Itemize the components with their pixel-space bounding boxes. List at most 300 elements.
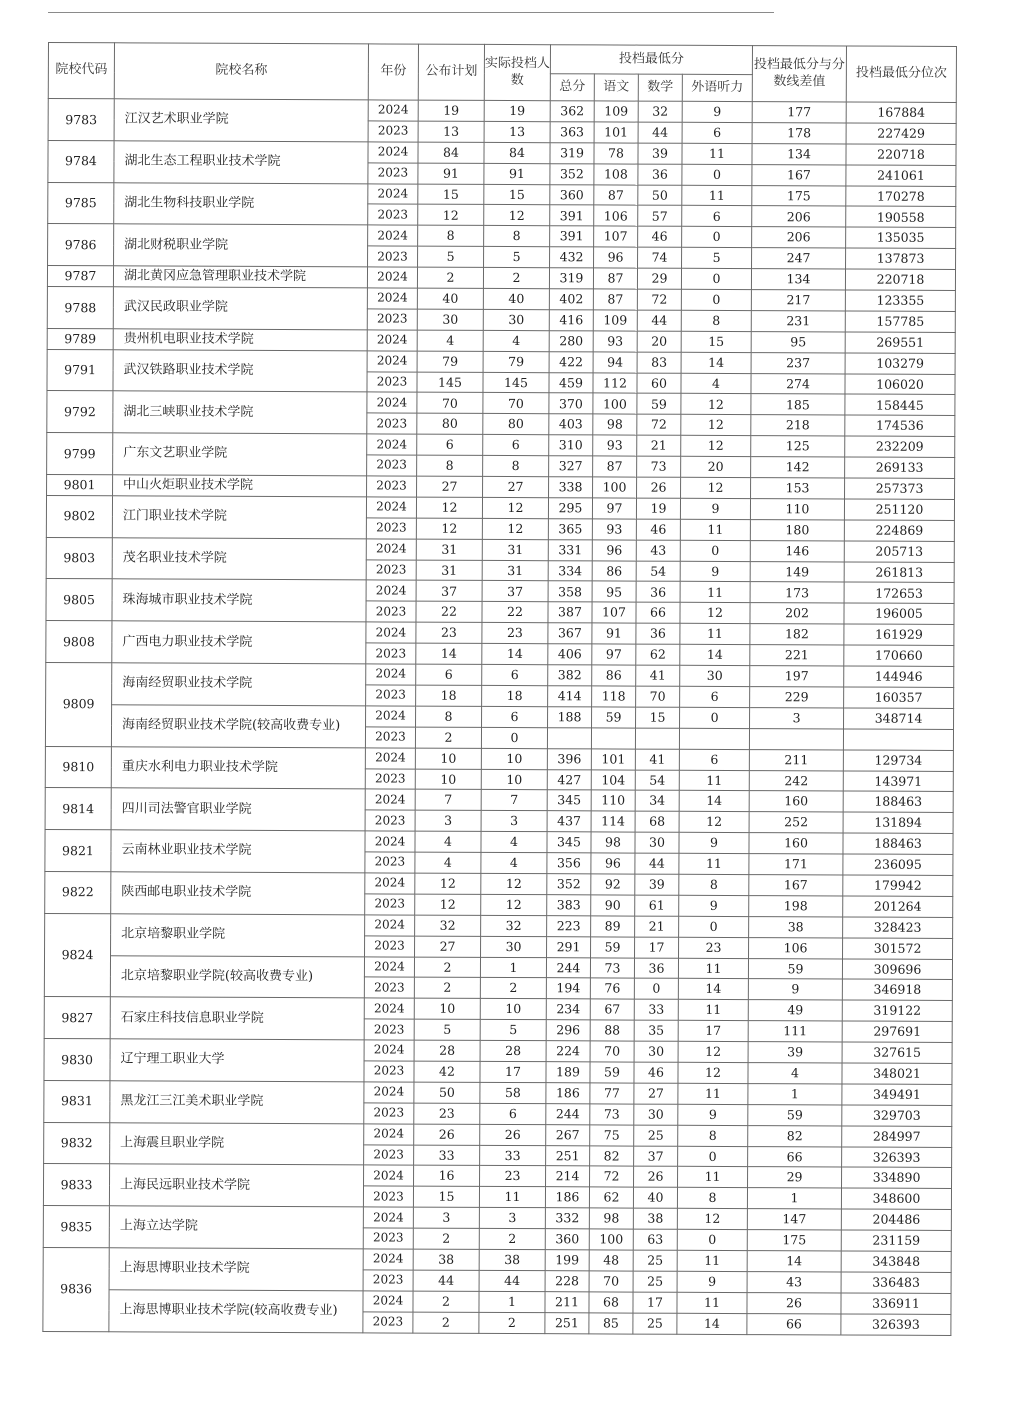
cell-listening: 11 (680, 624, 750, 645)
cell-math: 34 (635, 790, 679, 811)
cell-plan: 31 (416, 539, 482, 560)
cell-actual: 6 (482, 706, 548, 727)
header-name: 院校名称 (114, 43, 368, 100)
cell-total: 363 (550, 122, 594, 143)
cell-plan: 12 (415, 873, 481, 894)
cell-diff: 160 (749, 833, 843, 854)
cell-chinese: 100 (593, 393, 637, 414)
cell-actual: 3 (479, 1208, 545, 1229)
table-body (43, 99, 956, 1335)
cell-school-name: 珠海城市职业技术学院 (112, 579, 366, 622)
cell-chinese: 89 (591, 916, 635, 937)
cell-school-name: 上海思博职业技术学院(较高收费专业) (109, 1290, 363, 1333)
cell-year: 2024 (363, 1207, 413, 1228)
cell-total: 327 (549, 456, 593, 477)
cell-year: 2024 (368, 100, 418, 121)
cell-chinese: 100 (589, 1229, 633, 1250)
cell-listening: 12 (681, 477, 751, 498)
cell-actual: 2 (480, 978, 546, 999)
cell-total: 338 (549, 477, 593, 498)
cell-year: 2023 (366, 601, 416, 622)
cell-listening: 0 (679, 916, 749, 937)
cell-chinese: 75 (590, 1125, 634, 1146)
cell-plan: 145 (417, 372, 483, 393)
table-row (47, 287, 955, 312)
cell-listening: 11 (678, 1167, 748, 1188)
cell-total: 186 (546, 1083, 590, 1104)
cell-school-name: 黑龙江三江美术职业学院 (110, 1081, 364, 1124)
cell-listening: 4 (681, 373, 751, 394)
cell-listening: 20 (681, 456, 751, 477)
cell-chinese: 108 (594, 164, 638, 185)
cell-chinese: 96 (591, 853, 635, 874)
cell-actual: 84 (484, 142, 550, 163)
cell-total: 280 (549, 330, 593, 351)
table-row (48, 224, 956, 249)
cell-math: 83 (637, 352, 681, 373)
cell-rank: 348714 (844, 708, 954, 729)
cell-math: 25 (634, 1125, 678, 1146)
cell-plan: 3 (415, 810, 481, 831)
cell-math: 32 (638, 101, 682, 122)
cell-total: 310 (549, 435, 593, 456)
cell-listening: 0 (678, 1146, 748, 1167)
cell-chinese: 62 (589, 1187, 633, 1208)
table-row (44, 1122, 952, 1147)
cell-plan: 33 (414, 1145, 480, 1166)
cell-actual: 6 (480, 1103, 546, 1124)
cell-school-code: 9801 (47, 475, 113, 496)
cell-actual: 30 (483, 309, 549, 330)
cell-rank: 269133 (845, 457, 955, 478)
cell-chinese: 106 (594, 205, 638, 226)
cell-plan: 27 (415, 936, 481, 957)
cell-school-name: 湖北生物科技职业学院 (114, 182, 368, 225)
cell-listening: 14 (681, 352, 751, 373)
cell-diff: 14 (747, 1251, 841, 1272)
cell-chinese: 73 (590, 957, 634, 978)
cell-year: 2023 (364, 1061, 414, 1082)
cell-rank: 204486 (841, 1209, 951, 1230)
cell-actual: 40 (483, 288, 549, 309)
cell-actual: 18 (482, 685, 548, 706)
cell-year: 2023 (368, 204, 418, 225)
cell-diff: 29 (748, 1167, 842, 1188)
cell-total: 362 (550, 101, 594, 122)
table-row (45, 788, 953, 813)
cell-actual: 15 (484, 184, 550, 205)
cell-math: 43 (636, 540, 680, 561)
cell-school-code: 9802 (46, 495, 112, 537)
cell-chinese: 107 (592, 602, 636, 623)
cell-total: 224 (546, 1041, 590, 1062)
cell-actual: 23 (480, 1166, 546, 1187)
cell-listening: 0 (680, 540, 750, 561)
cell-plan: 10 (415, 748, 481, 769)
cell-actual: 10 (480, 999, 546, 1020)
cell-math: 38 (633, 1208, 677, 1229)
cell-diff: 175 (747, 1230, 841, 1251)
cell-listening: 9 (679, 895, 749, 916)
cell-year: 2024 (365, 915, 415, 936)
cell-plan: 12 (418, 205, 484, 226)
cell-rank: 224869 (844, 520, 954, 541)
cell-school-name: 辽宁理工职业大学 (110, 1039, 364, 1082)
cell-total: 391 (550, 205, 594, 226)
cell-school-code: 9808 (46, 621, 112, 663)
cell-actual: 79 (483, 351, 549, 372)
cell-listening: 11 (678, 1083, 748, 1104)
cell-year: 2024 (365, 873, 415, 894)
cell-plan: 8 (417, 455, 483, 476)
cell-math: 70 (636, 686, 680, 707)
cell-math: 30 (635, 832, 679, 853)
cell-rank: 170278 (846, 186, 956, 207)
cell-listening: 14 (679, 791, 749, 812)
cell-plan: 4 (415, 852, 481, 873)
cell-total: 391 (550, 226, 594, 247)
cell-school-code: 9805 (46, 579, 112, 621)
cell-school-code: 9824 (44, 913, 110, 997)
cell-school-code: 9784 (48, 140, 114, 182)
cell-plan: 12 (416, 497, 482, 518)
cell-rank: 131894 (843, 812, 953, 833)
cell-school-code: 9836 (43, 1247, 109, 1331)
cell-plan: 5 (418, 246, 484, 267)
cell-diff: 178 (752, 122, 846, 143)
cell-school-name: 江汉艺术职业学院 (114, 99, 368, 142)
cell-rank: 157785 (845, 311, 955, 332)
cell-actual: 8 (484, 226, 550, 247)
cell-year: 2024 (366, 622, 416, 643)
cell-chinese: 93 (593, 435, 637, 456)
cell-school-code: 9833 (43, 1164, 109, 1206)
cell-chinese: 118 (592, 686, 636, 707)
cell-plan: 2 (413, 1312, 479, 1333)
cell-rank: 336911 (841, 1293, 951, 1314)
cell-actual: 31 (482, 560, 548, 581)
cell-rank: 137873 (846, 248, 956, 269)
cell-chinese (591, 728, 635, 749)
cell-year: 2023 (363, 1312, 413, 1333)
cell-total: 295 (548, 498, 592, 519)
cell-plan: 16 (414, 1166, 480, 1187)
cell-actual: 13 (484, 121, 550, 142)
cell-diff: 43 (747, 1271, 841, 1292)
header-actual: 实际投档人数 (484, 44, 550, 100)
cell-diff: 185 (751, 394, 845, 415)
cell-rank: 232209 (845, 436, 955, 457)
header-total: 总分 (550, 74, 594, 101)
cell-year: 2023 (365, 810, 415, 831)
cell-year: 2024 (363, 1291, 413, 1312)
cell-math: 57 (638, 206, 682, 227)
cell-math: 39 (635, 874, 679, 895)
table-row (45, 830, 953, 855)
cell-listening: 11 (679, 853, 749, 874)
cell-total (547, 727, 591, 748)
cell-school-name: 云南林业职业技术学院 (111, 830, 365, 873)
cell-total: 332 (545, 1208, 589, 1229)
cell-listening: 14 (678, 979, 748, 1000)
cell-rank: 188463 (843, 833, 953, 854)
cell-listening: 12 (681, 436, 751, 457)
cell-school-name: 上海民远职业技术学院 (109, 1164, 363, 1207)
cell-rank: 319122 (842, 1000, 952, 1021)
cell-actual: 4 (481, 832, 547, 853)
cell-diff: 1 (747, 1188, 841, 1209)
cell-listening: 6 (682, 122, 752, 143)
cell-plan: 2 (414, 978, 480, 999)
cell-chinese: 112 (593, 372, 637, 393)
cell-rank: 343848 (841, 1251, 951, 1272)
cell-rank: 172653 (844, 582, 954, 603)
cell-rank: 196005 (844, 603, 954, 624)
cell-year: 2023 (366, 559, 416, 580)
cell-diff: 173 (750, 582, 844, 603)
cell-math: 26 (637, 477, 681, 498)
cell-math (635, 728, 679, 749)
cell-actual: 0 (481, 727, 547, 748)
cell-total: 319 (549, 268, 593, 289)
table-row (45, 746, 953, 771)
cell-chinese: 101 (594, 122, 638, 143)
cell-math: 60 (637, 373, 681, 394)
cell-listening: 11 (677, 1250, 747, 1271)
cell-chinese: 93 (592, 519, 636, 540)
cell-actual: 44 (479, 1270, 545, 1291)
cell-actual: 3 (481, 811, 547, 832)
cell-rank: 227429 (846, 123, 956, 144)
cell-plan: 79 (417, 351, 483, 372)
cell-actual: 22 (482, 602, 548, 623)
cell-rank: 284997 (842, 1126, 952, 1147)
cell-school-name: 上海思博职业技术学院 (109, 1248, 363, 1291)
cell-plan: 10 (414, 998, 480, 1019)
cell-plan: 40 (417, 288, 483, 309)
cell-total: 319 (550, 142, 594, 163)
cell-plan: 44 (413, 1270, 479, 1291)
cell-school-name: 中山火炬职业技术学院 (113, 475, 367, 497)
cell-rank: 179942 (843, 875, 953, 896)
cell-school-name: 海南经贸职业技术学院 (112, 663, 366, 706)
cell-actual: 2 (479, 1228, 545, 1249)
cell-math: 36 (636, 582, 680, 603)
cell-diff: 247 (752, 248, 846, 269)
cell-chinese: 70 (590, 1041, 634, 1062)
cell-year: 2024 (367, 288, 417, 309)
cell-total: 244 (546, 957, 590, 978)
cell-school-name: 北京培黎职业学院 (111, 914, 365, 957)
cell-year: 2023 (363, 1228, 413, 1249)
cell-total: 387 (548, 602, 592, 623)
cell-school-code: 9809 (45, 663, 111, 747)
cell-plan: 4 (417, 330, 483, 351)
cell-rank: 135035 (846, 227, 956, 248)
cell-diff: 1 (748, 1083, 842, 1104)
cell-total: 383 (547, 895, 591, 916)
table-row (44, 1039, 952, 1064)
cell-year: 2024 (368, 225, 418, 246)
cell-year: 2024 (366, 539, 416, 560)
cell-school-name: 茂名职业技术学院 (112, 537, 366, 580)
cell-year: 2024 (365, 831, 415, 852)
cell-listening: 0 (681, 268, 751, 289)
cell-diff: 217 (751, 290, 845, 311)
cell-actual: 27 (483, 476, 549, 497)
header-min-score-group: 投档最低分 (550, 45, 752, 75)
cell-plan: 13 (418, 121, 484, 142)
cell-diff: 4 (748, 1063, 842, 1084)
cell-diff: 171 (749, 854, 843, 875)
cell-diff: 146 (750, 540, 844, 561)
cell-rank: 123355 (845, 290, 955, 311)
cell-math: 21 (635, 916, 679, 937)
cell-total: 422 (549, 351, 593, 372)
cell-total: 214 (546, 1166, 590, 1187)
cell-actual: 4 (483, 330, 549, 351)
header-rank: 投档最低分位次 (846, 46, 956, 102)
header-math: 数学 (638, 74, 682, 101)
table-row (46, 579, 954, 604)
table-row (48, 182, 956, 207)
cell-year: 2024 (367, 351, 417, 372)
cell-actual: 10 (481, 748, 547, 769)
cell-chinese: 67 (590, 999, 634, 1020)
header-code: 院校代码 (48, 43, 114, 99)
cell-plan: 2 (417, 267, 483, 288)
cell-diff: 218 (751, 415, 845, 436)
cell-school-name: 四川司法警官职业学院 (111, 788, 365, 831)
cell-chinese: 87 (593, 289, 637, 310)
cell-chinese: 77 (590, 1083, 634, 1104)
cell-plan: 2 (415, 727, 481, 748)
cell-school-name: 上海立达学院 (109, 1206, 363, 1249)
cell-diff: 182 (750, 624, 844, 645)
cell-year: 2023 (366, 518, 416, 539)
table-row (47, 433, 955, 458)
cell-listening: 9 (679, 832, 749, 853)
cell-actual: 4 (481, 852, 547, 873)
cell-total: 352 (550, 163, 594, 184)
cell-school-code: 9788 (47, 287, 113, 329)
cell-math: 66 (636, 602, 680, 623)
table-row (47, 391, 955, 416)
cell-listening: 8 (678, 1125, 748, 1146)
cell-diff: 160 (749, 791, 843, 812)
table-row (46, 621, 954, 646)
cell-chinese: 48 (589, 1250, 633, 1271)
cell-year: 2024 (367, 330, 417, 351)
cell-actual: 12 (482, 497, 548, 518)
cell-plan: 18 (416, 685, 482, 706)
cell-diff: 180 (750, 519, 844, 540)
table-row (48, 140, 956, 165)
cell-chinese: 97 (592, 644, 636, 665)
cell-total: 186 (545, 1187, 589, 1208)
cell-actual: 2 (479, 1312, 545, 1333)
cell-rank: 167884 (846, 102, 956, 123)
cell-total: 291 (547, 936, 591, 957)
cell-rank (843, 729, 953, 750)
cell-chinese: 101 (591, 748, 635, 769)
cell-chinese: 100 (593, 477, 637, 498)
cell-math: 68 (635, 811, 679, 832)
cell-school-name: 海南经贸职业技术学院(较高收费专业) (111, 705, 365, 748)
cell-math: 54 (635, 770, 679, 791)
cell-rank: 336483 (841, 1272, 951, 1293)
cell-actual: 33 (480, 1145, 546, 1166)
cell-school-name: 武汉铁路职业技术学院 (113, 349, 367, 392)
cell-math: 50 (638, 185, 682, 206)
cell-chinese: 96 (594, 247, 638, 268)
cell-actual: 37 (482, 581, 548, 602)
cell-listening: 11 (679, 770, 749, 791)
cell-actual: 5 (484, 247, 550, 268)
cell-rank: 241061 (846, 165, 956, 186)
cell-total: 437 (547, 811, 591, 832)
header-year: 年份 (368, 44, 418, 100)
cell-math: 0 (634, 978, 678, 999)
cell-year: 2023 (365, 727, 415, 748)
cell-diff: 167 (749, 875, 843, 896)
cell-year: 2024 (364, 998, 414, 1019)
cell-diff: 66 (747, 1313, 841, 1334)
cell-plan: 5 (414, 1019, 480, 1040)
cell-diff: 206 (752, 206, 846, 227)
cell-diff: 206 (752, 227, 846, 248)
cell-rank: 220718 (846, 144, 956, 165)
cell-school-code: 9822 (45, 871, 111, 913)
admission-score-table (42, 42, 957, 1336)
cell-year: 2024 (366, 664, 416, 685)
cell-chinese: 110 (591, 790, 635, 811)
cell-math: 54 (636, 561, 680, 582)
cell-diff: 95 (751, 331, 845, 352)
cell-year: 2024 (367, 434, 417, 455)
cell-diff: 237 (751, 352, 845, 373)
cell-listening (679, 728, 749, 749)
cell-school-name: 湖北黄冈应急管理职业技术学院 (113, 266, 367, 288)
cell-school-code: 9831 (44, 1080, 110, 1122)
cell-math: 36 (638, 164, 682, 185)
cell-listening: 12 (681, 415, 751, 436)
cell-math: 35 (634, 1020, 678, 1041)
cell-listening: 9 (680, 561, 750, 582)
cell-rank: 190558 (846, 206, 956, 227)
cell-rank: 220718 (845, 269, 955, 290)
cell-math: 33 (634, 999, 678, 1020)
cell-math: 27 (634, 1083, 678, 1104)
cell-math: 37 (634, 1146, 678, 1167)
cell-math: 72 (637, 289, 681, 310)
cell-plan: 22 (416, 601, 482, 622)
cell-listening: 12 (679, 812, 749, 833)
cell-plan: 38 (413, 1249, 479, 1270)
cell-chinese: 70 (589, 1271, 633, 1292)
cell-diff: 221 (750, 645, 844, 666)
cell-math: 15 (636, 707, 680, 728)
cell-math: 30 (634, 1041, 678, 1062)
cell-rank: 348600 (841, 1188, 951, 1209)
cell-listening: 23 (679, 937, 749, 958)
cell-chinese: 109 (593, 310, 637, 331)
cell-actual: 12 (481, 873, 547, 894)
cell-plan: 2 (413, 1228, 479, 1249)
cell-chinese: 94 (593, 352, 637, 373)
cell-diff: 26 (747, 1292, 841, 1313)
cell-year: 2023 (368, 163, 418, 184)
